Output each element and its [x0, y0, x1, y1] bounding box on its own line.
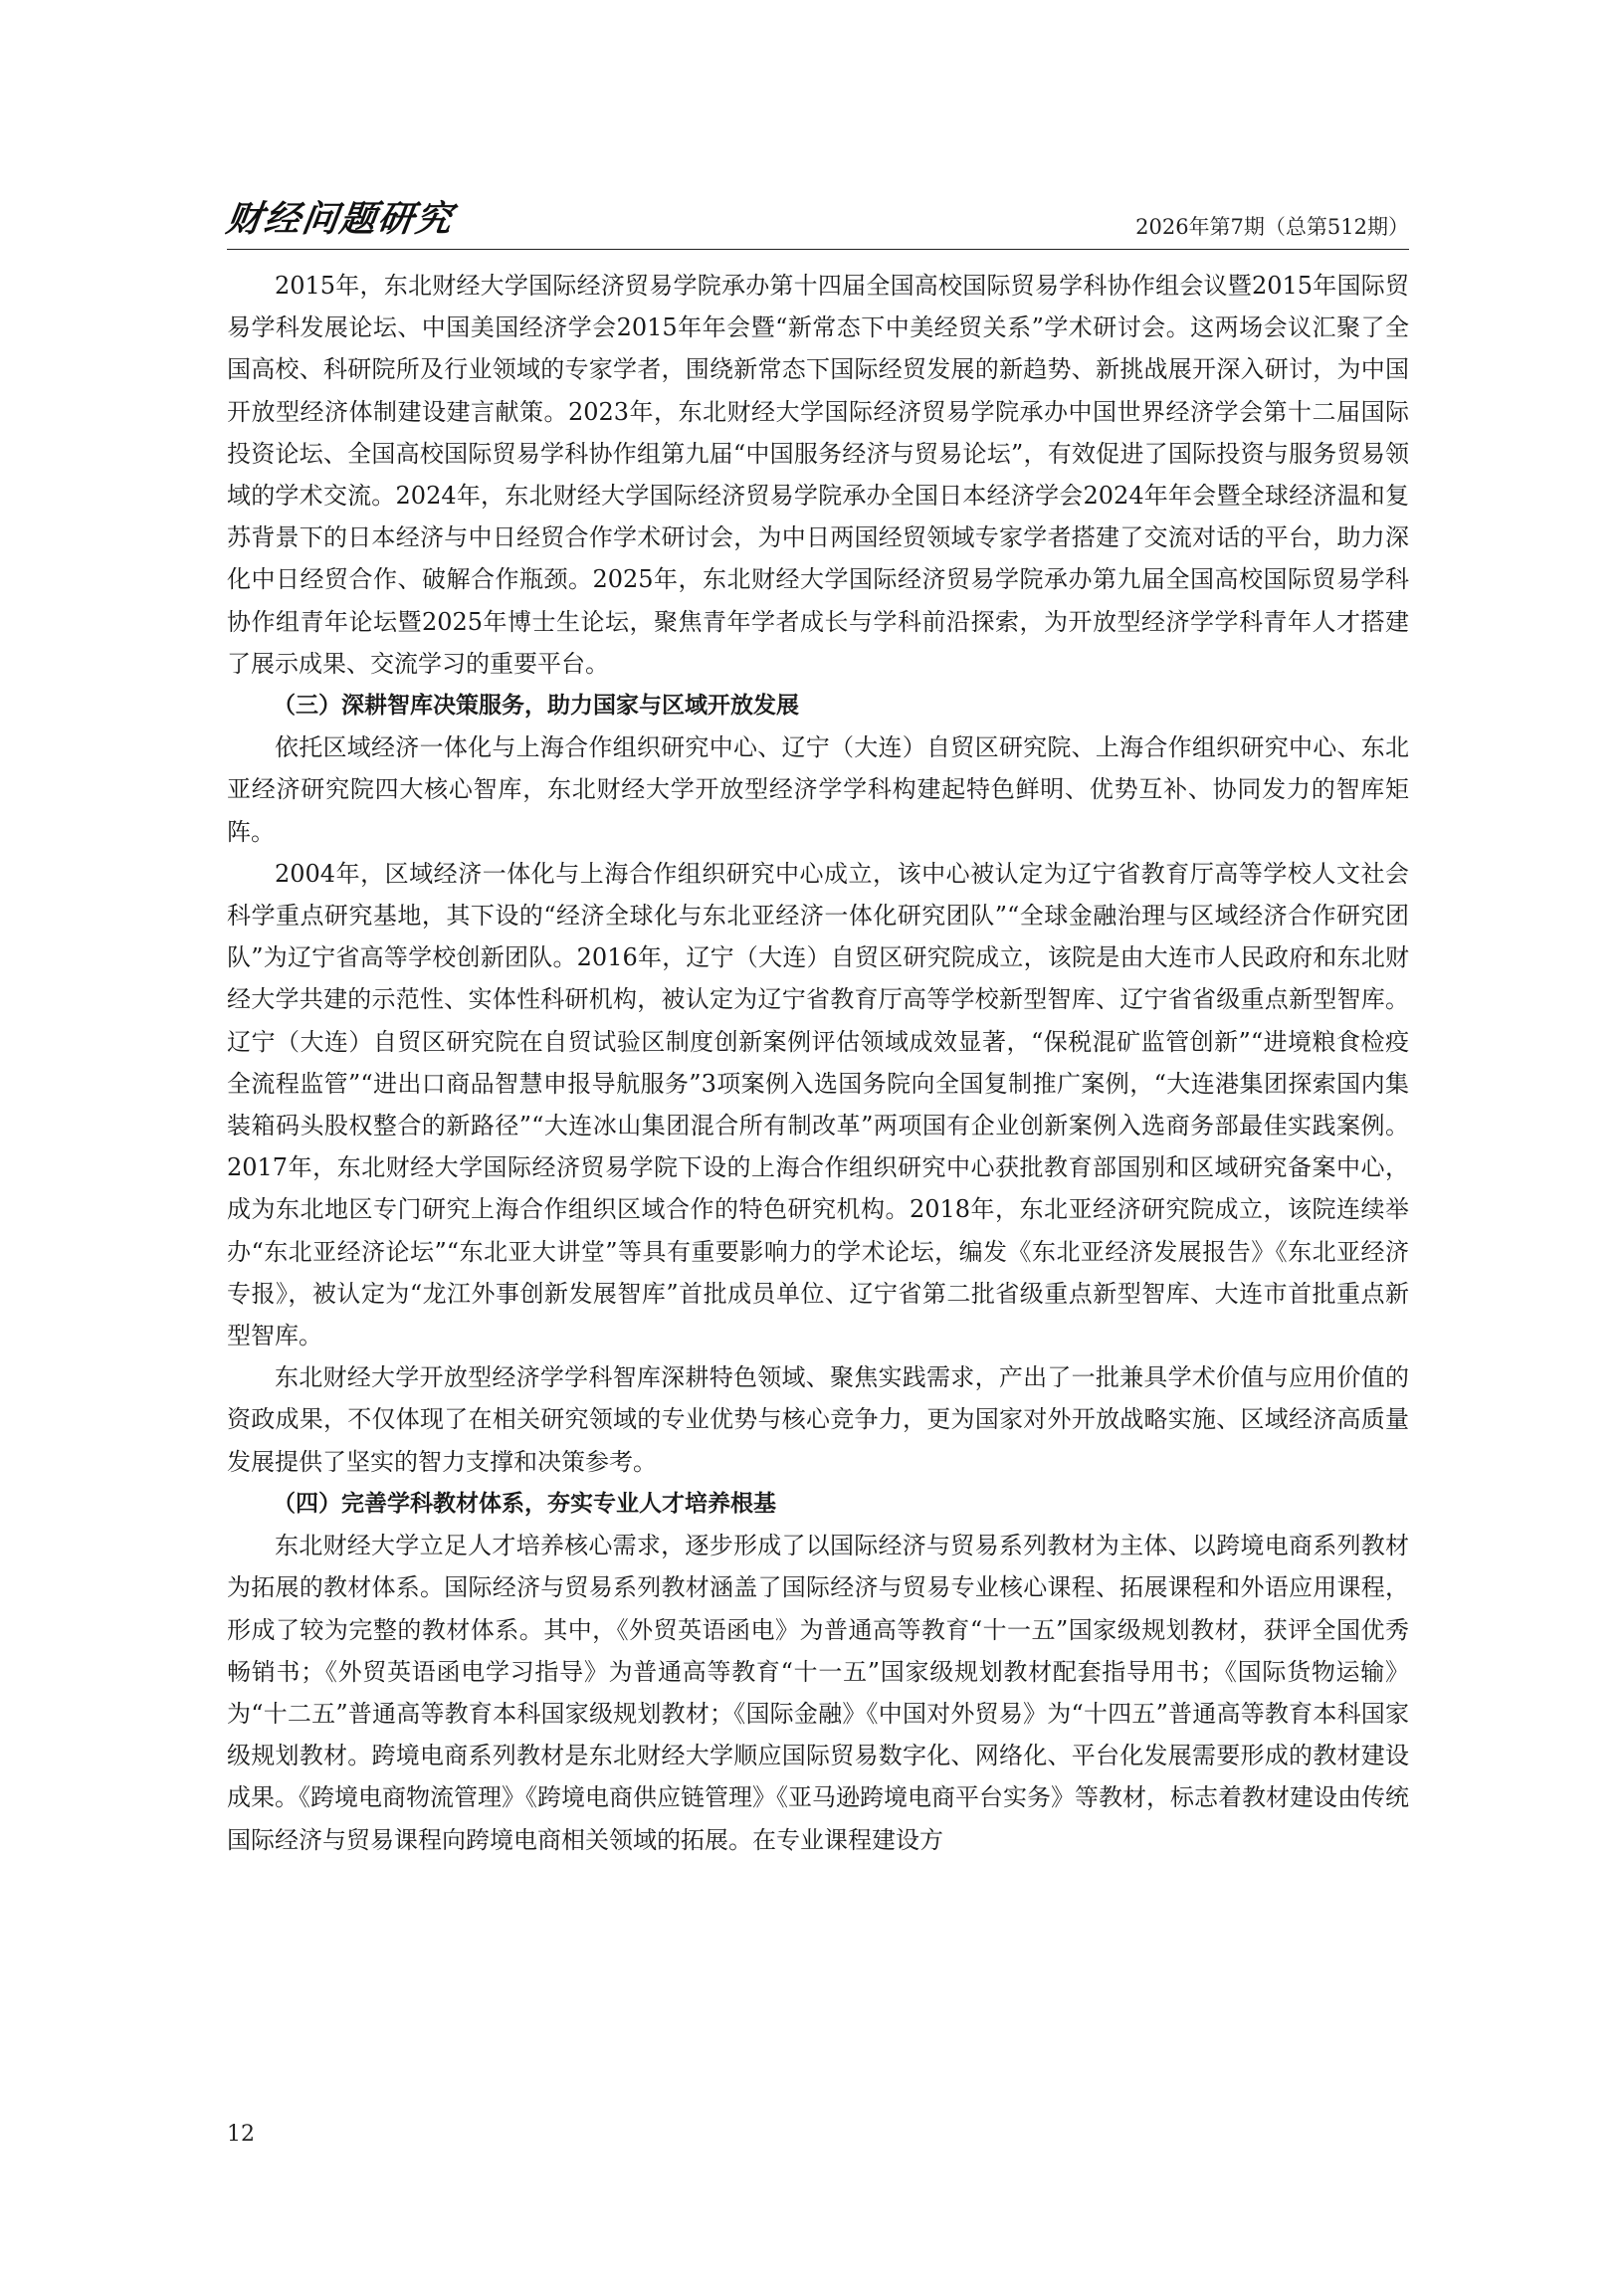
- journal-logo: 财经问题研究: [223, 198, 457, 240]
- paragraph-think-tank-history: 2004年，区域经济一体化与上海合作组织研究中心成立，该中心被认定为辽宁省教育厅高等学校人文社会科学重点研究基地，其下设的“经济全球化与东北亚经济一体化研究团队”“全球金融治理与区域经济合作研究团队”为辽宁省高等学校创新团队。2016年，辽宁（大连）自贸区研究院成立，该院是由大连市人民政府和东北财经大学共建的示范性、实体性科研机构，被认定为辽宁省教育厅高等学校新型智库、辽宁省省级重点新型智库。辽宁（大连）自贸区研究院在自贸试验区制度创新案例评估领域成效显著，“保税混矿监管创新”“进境粮食检疫全流程监管”“进出口商品智慧申报导航服务”3项案例入选国务院向全国复制推广案例，“大连港集团探索国内集装箱码头股权整合的新路径”“大连冰山集团混合所有制改革”两项国有企业创新案例入选商务部最佳实践案例。2017年，东北财经大学国际经济贸易学院下设的上海合作组织研究中心获批教育部国别和区域研究备案中心，成为东北地区专门研究上海合作组织区域合作的特色研究机构。2018年，东北亚经济研究院成立，该院连续举办“东北亚经济论坛”“东北亚大讲堂”等具有重要影响力的学术论坛，编发《东北亚经济发展报告》《东北亚经济专报》，被认定为“龙江外事创新发展智库”首批成员单位、辽宁省第二批省级重点新型智库、大连市首批重点新型智库。: [227, 859, 1409, 1350]
- section-heading-think-tank: （三）深耕智库决策服务，助力国家与区域开放发展: [273, 693, 799, 720]
- page-number: 12: [227, 2122, 255, 2147]
- page-header: [223, 195, 1409, 250]
- section-heading-textbooks: （四）完善学科教材体系，夯实专业人才培养根基: [273, 1490, 776, 1517]
- paragraph-think-tank-summary: 东北财经大学开放型经济学学科智库深耕特色领域、聚焦实践需求，产出了一批兼具学术价值与应用价值的资政成果，不仅体现了在相关研究领域的专业优势与核心竞争力，更为国家对外开放战略实施、区域经济高质量发展提供了坚实的智力支撑和决策参考。: [227, 1363, 1409, 1476]
- issue-info: 2026年第7期（总第512期）: [1135, 215, 1409, 239]
- article-body: [227, 265, 1409, 1861]
- paragraph-textbooks: 东北财经大学立足人才培养核心需求，逐步形成了以国际经济与贸易系列教材为主体、以跨境电商系列教材为拓展的教材体系。国际经济与贸易系列教材涵盖了国际经济与贸易专业核心课程、拓展课程和外语应用课程，形成了较为完整的教材体系。其中，《外贸英语函电》为普通高等教育“十一五”国家级规划教材，获评全国优秀畅销书；《外贸英语函电学习指导》为普通高等教育“十一五”国家级规划教材配套指导用书；《国际货物运输》为“十二五”普通高等教育本科国家级规划教材；《国际金融》《中国对外贸易》为“十四五”普通高等教育本科国家级规划教材。跨境电商系列教材是东北财经大学顺应国际贸易数字化、网络化、平台化发展需要形成的教材建设成果。《跨境电商物流管理》《跨境电商供应链管理》《亚马逊跨境电商平台实务》等教材，标志着教材建设由传统国际经济与贸易课程向跨境电商相关领域的拓展。在专业课程建设方: [227, 1532, 1409, 1854]
- paragraph-conferences: 2015年，东北财经大学国际经济贸易学院承办第十四届全国高校国际贸易学科协作组会议暨2015年国际贸易学科发展论坛、中国美国经济学会2015年年会暨“新常态下中美经贸关系”学术研讨会。这两场会议汇聚了全国高校、科研院所及行业领域的专家学者，围绕新常态下国际经贸发展的新趋势、新挑战展开深入研讨，为中国开放型经济体制建设建言献策。2023年，东北财经大学国际经济贸易学院承办中国世界经济学会第十二届国际投资论坛、全国高校国际贸易学科协作组第九届“中国服务经济与贸易论坛”，有效促进了国际投资与服务贸易领域的学术交流。2024年，东北财经大学国际经济贸易学院承办全国日本经济学会2024年年会暨全球经济温和复苏背景下的日本经济与中日经贸合作学术研讨会，为中日两国经贸领域专家学者搭建了交流对话的平台，助力深化中日经贸合作、破解合作瓶颈。2025年，东北财经大学国际经济贸易学院承办第九届全国高校国际贸易学科协作组青年论坛暨2025年博士生论坛，聚焦青年学者成长与学科前沿探索，为开放型经济学学科青年人才搭建了展示成果、交流学习的重要平台。: [227, 272, 1409, 678]
- paragraph-think-tank-overview: 依托区域经济一体化与上海合作组织研究中心、辽宁（大连）自贸区研究院、上海合作组织研究中心、东北亚经济研究院四大核心智库，东北财经大学开放型经济学学科构建起特色鲜明、优势互补、协同发力的智库矩阵。: [227, 733, 1409, 846]
